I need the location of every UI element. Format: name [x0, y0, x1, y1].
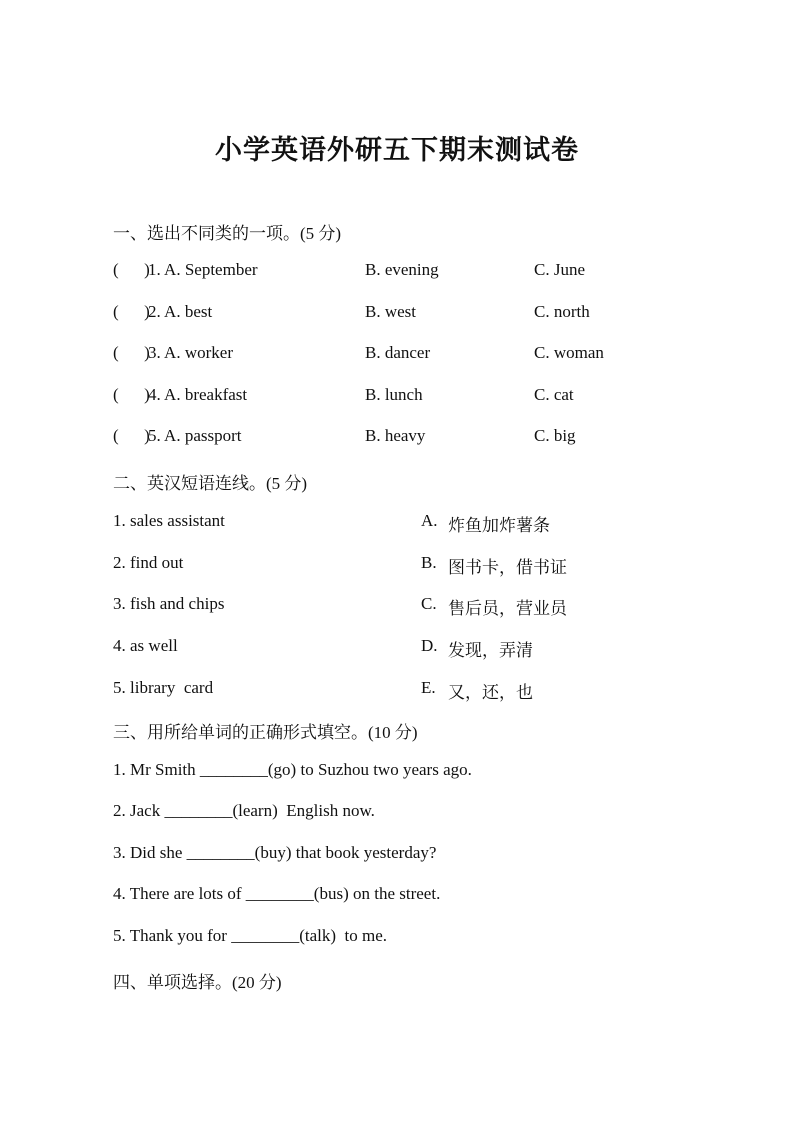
english-phrase: 4. as well [113, 636, 178, 655]
option-b: B. lunch [365, 385, 423, 404]
match-item-4 [0, 636, 794, 660]
section-2-heading-text: 二、英汉短语连线。 [113, 474, 266, 494]
fill-blank-item-3: 3. Did she ________(buy) that book yesterday? [113, 843, 437, 862]
answer-blank[interactable]: ( ) [113, 343, 150, 362]
section-1-heading [113, 219, 341, 244]
option-a: 5. A. passport [148, 426, 242, 445]
answer-blank[interactable]: ( ) [113, 426, 150, 445]
answer-blank[interactable]: ( ) [113, 385, 150, 404]
section-2-points: (5 分) [266, 474, 308, 493]
chinese-phrase: 售后员，营业员 [448, 599, 567, 619]
answer-blank[interactable]: ( ) [113, 260, 150, 279]
match-item-3 [0, 594, 794, 618]
chinese-phrase: 图书卡，借书证 [448, 558, 567, 578]
option-c: C. June [534, 260, 585, 279]
odd-one-out-item-2 [0, 302, 794, 326]
chinese-phrase: 发现，弄清 [448, 641, 533, 661]
match-item-5 [0, 678, 794, 702]
option-a: 4. A. breakfast [148, 385, 248, 404]
chinese-phrase: 炸鱼加炸薯条 [448, 516, 550, 536]
fill-blank-item-1: 1. Mr Smith ________(go) to Suzhou two years ago. [113, 760, 472, 779]
english-phrase: 1. sales assistant [113, 511, 225, 530]
match-letter: D. [421, 636, 438, 655]
match-item-1 [0, 511, 794, 535]
option-c: C. cat [534, 385, 574, 404]
section-3-heading [113, 718, 418, 743]
match-letter: E. [421, 678, 436, 697]
section-4-heading-text: 四、单项选择。 [113, 973, 232, 993]
odd-one-out-item-4 [0, 385, 794, 409]
fill-blank-item-4: 4. There are lots of ________(bus) on the street. [113, 884, 441, 903]
section-1-heading-text: 一、选出不同类的一项。 [113, 224, 300, 244]
section-3-points: (10 分) [368, 723, 418, 742]
odd-one-out-item-1 [0, 260, 794, 284]
option-a: 2. A. best [148, 302, 213, 321]
option-c: C. big [534, 426, 576, 445]
section-3-heading-text: 三、用所给单词的正确形式填空。 [113, 723, 368, 743]
odd-one-out-item-3 [0, 343, 794, 367]
option-a: 1. A. September [148, 260, 258, 279]
option-c: C. woman [534, 343, 604, 362]
chinese-phrase: 又，还，也 [448, 683, 533, 703]
option-c: C. north [534, 302, 590, 321]
match-letter: C. [421, 594, 437, 613]
english-phrase: 2. find out [113, 553, 184, 572]
option-b: B. dancer [365, 343, 431, 362]
match-letter: A. [421, 511, 438, 530]
section-1-points: (5 分) [300, 224, 342, 243]
fill-blank-item-5: 5. Thank you for ________(talk) to me. [113, 926, 388, 945]
option-b: B. evening [365, 260, 439, 279]
option-b: B. heavy [365, 426, 426, 445]
option-b: B. west [365, 302, 416, 321]
section-4-points: (20 分) [232, 973, 282, 992]
answer-blank[interactable]: ( ) [113, 302, 150, 321]
section-2-heading [113, 469, 307, 494]
option-a: 3. A. worker [148, 343, 233, 362]
odd-one-out-item-5 [0, 426, 794, 450]
english-phrase: 3. fish and chips [113, 594, 225, 613]
match-letter: B. [421, 553, 437, 572]
english-phrase: 5. library card [113, 678, 214, 697]
section-4-heading [113, 968, 282, 993]
fill-blank-item-2: 2. Jack ________(learn) English now. [113, 801, 375, 820]
match-item-2 [0, 553, 794, 577]
page-title: 小学英语外研五下期末测试卷 [215, 135, 579, 166]
